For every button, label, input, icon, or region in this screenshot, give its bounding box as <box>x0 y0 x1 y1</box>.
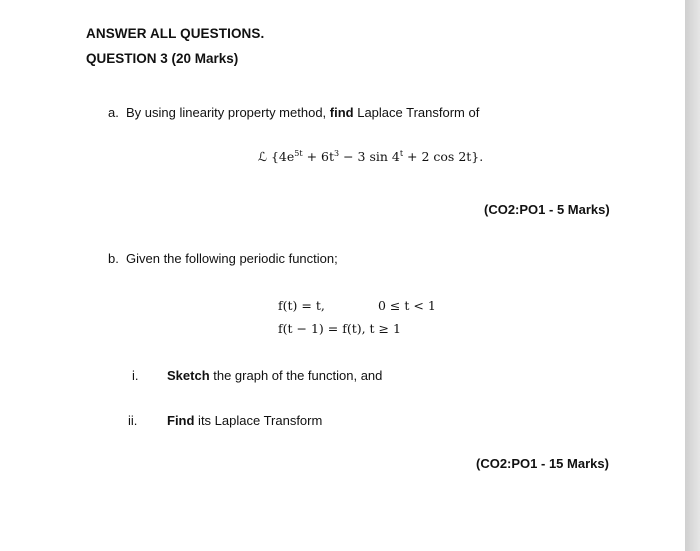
laplace-equation <box>258 149 483 164</box>
part-a-text-bold: find <box>329 105 354 120</box>
sub-i-bold: Sketch <box>167 368 210 383</box>
eq-exp-2: 3 <box>334 149 340 158</box>
eq-exp-3: t <box>399 149 404 158</box>
part-a-marks: (CO2:PO1 - 5 Marks) <box>484 202 610 217</box>
eq-mid-1: + 6t <box>302 149 334 164</box>
eq-mid-2: − 3 sin 4 <box>339 149 400 164</box>
sub-question-i-numeral: i. <box>132 368 139 383</box>
part-a-text-after: Laplace Transform of <box>353 105 480 120</box>
function-definition-domain: 0 ≤ t < 1 <box>378 298 436 313</box>
part-a-label: a. <box>108 105 119 120</box>
question-title: QUESTION 3 (20 Marks) <box>86 51 239 66</box>
sub-question-ii-text <box>167 413 322 428</box>
eq-prefix: ℒ {4e <box>258 149 295 164</box>
function-definition-left: f(t) = t, <box>278 298 325 313</box>
sub-ii-rest: its Laplace Transform <box>194 413 323 428</box>
eq-exp-1: 5t <box>294 149 303 158</box>
eq-suffix: + 2 cos 2t}. <box>403 149 484 164</box>
function-periodicity: f(t − 1) = f(t), t ≥ 1 <box>278 321 401 336</box>
part-a-text-before: By using linearity property method, <box>126 105 330 120</box>
part-a-text <box>126 105 479 120</box>
sub-i-rest: the graph of the function, and <box>209 368 383 383</box>
sub-question-i-text <box>167 368 382 383</box>
part-b-text: Given the following periodic function; <box>126 251 338 266</box>
sub-ii-bold: Find <box>167 413 195 428</box>
part-b-label: b. <box>108 251 119 266</box>
part-b-marks: (CO2:PO1 - 15 Marks) <box>476 456 609 471</box>
page-edge-shadow <box>685 0 700 551</box>
instruction-heading: ANSWER ALL QUESTIONS. <box>86 26 265 41</box>
sub-question-ii-numeral: ii. <box>128 413 138 428</box>
